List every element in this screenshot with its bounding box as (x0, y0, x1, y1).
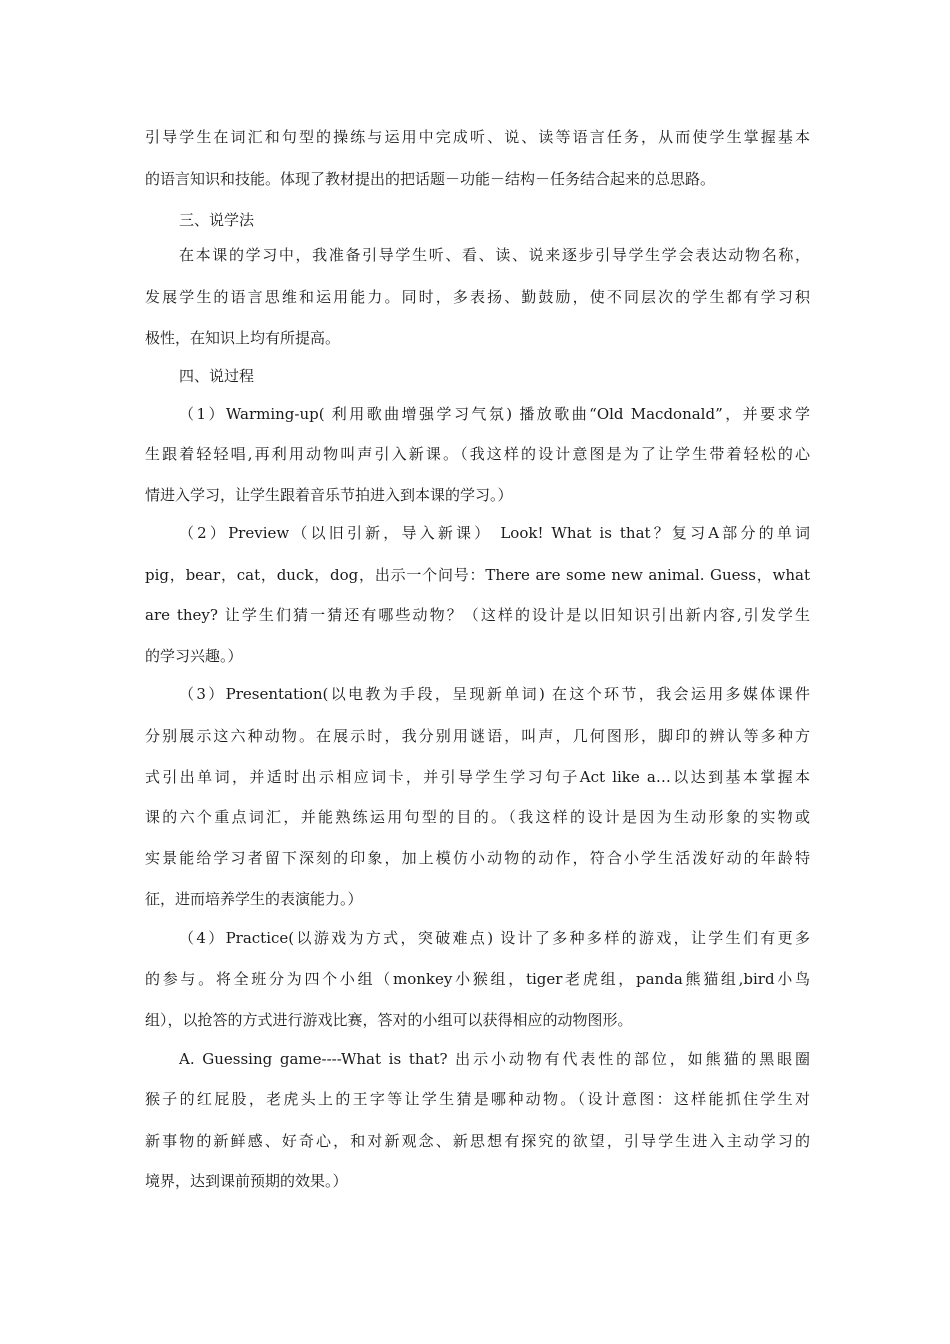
paragraph-line: A. Guessing game----What is that? 出示小动物有代表性的部位，如熊猫的黑眼圈 (179, 1050, 810, 1068)
paragraph-line: 极性，在知识上均有所提高。 (145, 329, 341, 347)
paragraph-line: 式引出单词，并适时出示相应词卡，并引导学生学习句子Act like a…以达到基本掌握本 (145, 768, 810, 786)
paragraph-line: 发展学生的语言思维和运用能力。同时，多表扬、勤鼓励，使不同层次的学生都有学习积 (145, 288, 810, 306)
paragraph-line: 境界，达到课前预期的效果。） (145, 1172, 348, 1190)
paragraph-line: 分别展示这六种动物。在展示时，我分别用谜语，叫声，几何图形，脚印的辨认等多种方 (145, 727, 810, 745)
paragraph-line: （2）Preview（以旧引新，导入新课） Look! What is that？复习A部分的单词 (179, 524, 810, 542)
paragraph-line: （3）Presentation(以电教为手段，呈现新单词) 在这个环节，我会运用多媒体课件 (179, 685, 810, 703)
paragraph-line: 情进入学习，让学生跟着音乐节拍进入到本课的学习。） (145, 486, 513, 504)
paragraph-line: 的参与。将全班分为四个小组（monkey小猴组，tiger老虎组，panda熊猫组,bird小鸟 (145, 970, 810, 988)
section-heading: 四、说过程 (179, 367, 255, 385)
paragraph-line: 引导学生在词汇和句型的操练与运用中完成听、说、读等语言任务，从而使学生掌握基本 (145, 128, 810, 146)
paragraph-line: 组），以抢答的方式进行游戏比赛，答对的小组可以获得相应的动物图形。 (145, 1011, 633, 1029)
paragraph-line: 在本课的学习中，我准备引导学生听、看、读、说来逐步引导学生学会表达动物名称， (179, 246, 810, 264)
paragraph-line: 实景能给学习者留下深刻的印象，加上模仿小动物的动作，符合小学生活泼好动的年龄特 (145, 849, 810, 867)
paragraph-line: 征，进而培养学生的表演能力。） (145, 890, 363, 908)
paragraph-line: （4）Practice(以游戏为方式，突破难点) 设计了多种多样的游戏，让学生们有更多 (179, 929, 810, 947)
paragraph-line: 新事物的新鲜感、好奇心，和对新观念、新思想有探究的欲望，引导学生进入主动学习的 (145, 1132, 810, 1150)
paragraph-line: are they? 让学生们猜一猜还有哪些动物？（这样的设计是以旧知识引出新内容,引发学生 (145, 606, 810, 624)
paragraph-line: （1）Warming-up( 利用歌曲增强学习气氛) 播放歌曲“Old Macdonald”，并要求学 (179, 405, 810, 423)
paragraph-line: 课的六个重点词汇，并能熟练运用句型的目的。（我这样的设计是因为生动形象的实物或 (145, 808, 810, 826)
paragraph-line: pig，bear，cat，duck，dog，出示一个问号：There are some new animal. Guess，what (145, 566, 810, 584)
paragraph-line: 的语言知识和技能。体现了教材提出的把话题－功能－结构－任务结合起来的总思路。 (145, 170, 716, 188)
paragraph-line: 的学习兴趣。） (145, 647, 243, 665)
section-heading: 三、说学法 (179, 211, 255, 229)
paragraph-line: 生跟着轻轻唱,再利用动物叫声引入新课。（我这样的设计意图是为了让学生带着轻松的心 (145, 445, 810, 463)
paragraph-line: 猴子的红屁股，老虎头上的王字等让学生猜是哪种动物。（设计意图：这样能抓住学生对 (145, 1090, 810, 1108)
